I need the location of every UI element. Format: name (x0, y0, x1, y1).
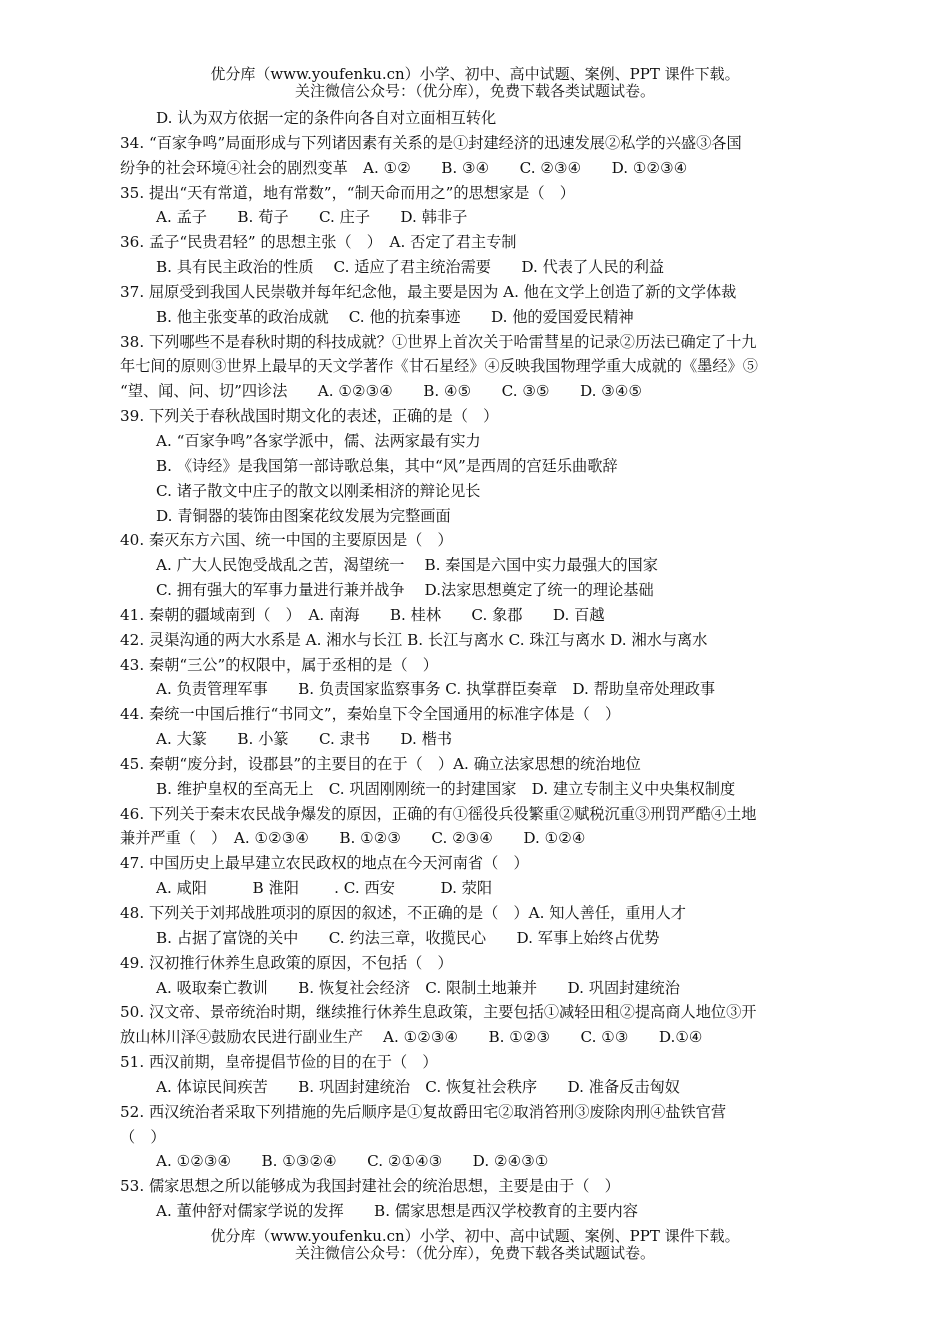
question-line: 41. 秦朝的疆域南到（ ） A. 南海 B. 桂林 C. 象郡 D. 百越 (120, 605, 605, 624)
question-line: 51. 西汉前期，皇帝提倡节俭的目的在于（ ） (120, 1053, 438, 1072)
question-line: 46. 下列关于秦末农民战争爆发的原因，正确的有①徭役兵役繁重②赋税沉重③刑罚严酷④土地 (120, 804, 757, 823)
option-line: A. 大篆 B. 小篆 C. 隶书 D. 楷书 (156, 730, 453, 749)
question-line: 49. 汉初推行休养生息政策的原因，不包括（ ） (120, 953, 453, 972)
option-line: A. 负责管理军事 B. 负责国家监察事务 C. 执掌群臣奏章 D. 帮助皇帝处理政事 (156, 680, 716, 699)
option-line: A. 孟子 B. 荀子 C. 庄子 D. 韩非子 (156, 208, 468, 227)
question-line: 35. 提出“天有常道，地有常数”，“制天命而用之”的思想家是（ ） (120, 183, 575, 202)
option-line: B. 具有民主政治的性质 C. 适应了君主统治需要 D. 代表了人民的利益 (156, 258, 665, 277)
footer-line-2: 关注微信公众号：（优分库），免费下载各类试题试卷。 (294, 1244, 655, 1262)
question-line: 放山林川泽④鼓励农民进行副业生产 A. ①②③④ B. ①②③ C. ①③ D.①④ (120, 1028, 703, 1047)
question-line: 39. 下列关于春秋战国时期文化的表述，正确的是（ ） (120, 407, 499, 426)
question-line: 44. 秦统一中国后推行“书同文”，秦始皇下令全国通用的标准字体是（ ） (120, 705, 621, 724)
option-line: C. 拥有强大的军事力量进行兼并战争 D.法家思想奠定了统一的理论基础 (156, 581, 654, 600)
header-line-1: 优分库（www.youfenku.cn）小学、初中、高中试题、案例、PPT 课件下载。 (210, 65, 740, 83)
page-header (0, 66, 950, 100)
question-line: （ ） (120, 1127, 166, 1146)
question-text (120, 106, 840, 1224)
question-line: 38. 下列哪些不是春秋时期的科技成就？①世界上首次关于哈雷彗星的记录②历法已确定了十九 (120, 332, 757, 351)
question-line: 纷争的社会环境④社会的剧烈变革 A. ①② B. ③④ C. ②③④ D. ①②③④ (120, 158, 688, 177)
question-line: 42. 灵渠沟通的两大水系是 A. 湘水与长江 B. 长江与离水 C. 珠江与离水 D. 湘水与离水 (120, 630, 708, 649)
question-line: 48. 下列关于刘邦战胜项羽的原因的叙述，不正确的是（ ）A. 知人善任，重用人才 (120, 904, 686, 922)
option-line: A. “百家争鸣”各家学派中，儒、法两家最有实力 (156, 431, 481, 450)
question-line: 53. 儒家思想之所以能够成为我国封建社会的统治思想，主要是由于（ ） (120, 1177, 620, 1196)
option-line: A. 吸取秦亡教训 B. 恢复社会经济 C. 限制土地兼并 D. 巩固封建统治 (156, 978, 680, 997)
question-line: 36. 孟子“民贵君轻” 的思想主张（ ） A. 否定了君主专制 (120, 233, 517, 252)
option-line: B. 《诗经》是我国第一部诗歌总集，其中“风”是西周的宫廷乐曲歌辞 (156, 456, 618, 475)
question-line: 50. 汉文帝、景帝统治时期，继续推行休养生息政策，主要包括①减轻田租②提高商人地位③开 (120, 1003, 757, 1022)
option-line: A. ①②③④ B. ①③②④ C. ②①④③ D. ②④③① (156, 1152, 549, 1171)
question-line: 37. 屈原受到我国人民崇敬并每年纪念他，最主要是因为 A. 他在文学上创造了新的文学体裁 (120, 282, 737, 301)
page-footer (0, 1228, 950, 1262)
question-line: 34. “百家争鸣”局面形成与下列诸因素有关系的是①封建经济的迅速发展②私学的兴盛③各国 (120, 133, 742, 152)
option-line: B. 他主张变革的政治成就 C. 他的抗秦事迹 D. 他的爱国爱民精神 (156, 307, 634, 326)
question-line: “望、闻、问、切”四诊法 A. ①②③④ B. ④⑤ C. ③⑤ D. ③④⑤ (120, 382, 643, 401)
option-line: B. 占据了富饶的关中 C. 约法三章，收揽民心 D. 军事上始终占优势 (156, 928, 660, 947)
option-line: B. 维护皇权的至高无上 C. 巩固刚刚统一的封建国家 D. 建立专制主义中央集权制度 (156, 779, 736, 798)
option-line: A. 广大人民饱受战乱之苦，渴望统一 B. 秦国是六国中实力最强大的国家 (156, 556, 658, 575)
option-line: C. 诸子散文中庄子的散文以刚柔相济的辩论见长 (156, 481, 481, 500)
question-line: 43. 秦朝“三公”的权限中，属于丞相的是（ ） (120, 655, 438, 674)
option-line: A. 董仲舒对儒家学说的发挥 B. 儒家思想是西汉学校教育的主要内容 (156, 1202, 638, 1221)
header-line-2: 关注微信公众号：（优分库），免费下载各类试题试卷。 (294, 82, 655, 100)
option-line: A. 体谅民间疾苦 B. 巩固封建统治 C. 恢复社会秩序 D. 准备反击匈奴 (156, 1077, 680, 1096)
option-line: D. 认为双方依据一定的条件向各自对立面相互转化 (156, 109, 497, 127)
option-line: A. 咸阳 B 淮阳 . C. 西安 D. 荥阳 (156, 879, 493, 898)
question-line: 47. 中国历史上最早建立农民政权的地点在今天河南省（ ） (120, 854, 529, 873)
option-line: D. 青铜器的装饰由图案花纹发展为完整画面 (156, 506, 451, 525)
footer-line-1: 优分库（www.youfenku.cn）小学、初中、高中试题、案例、PPT 课件下载。 (210, 1227, 740, 1245)
question-line: 45. 秦朝“废分封，设郡县”的主要目的在于（ ）A. 确立法家思想的统治地位 (120, 754, 641, 773)
question-line: 40. 秦灭东方六国、统一中国的主要原因是（ ） (120, 531, 453, 550)
question-line: 兼并严重（ ） A. ①②③④ B. ①②③ C. ②③④ D. ①②④ (120, 829, 586, 848)
question-line: 52. 西汉统治者采取下列措施的先后顺序是①复故爵田宅②取消笞刑③废除肉刑④盐铁官营 (120, 1102, 727, 1121)
question-line: 年七间的原则③世界上最早的天文学著作《甘石星经》④反映我国物理学重大成就的《墨经》⑤ (120, 357, 758, 376)
